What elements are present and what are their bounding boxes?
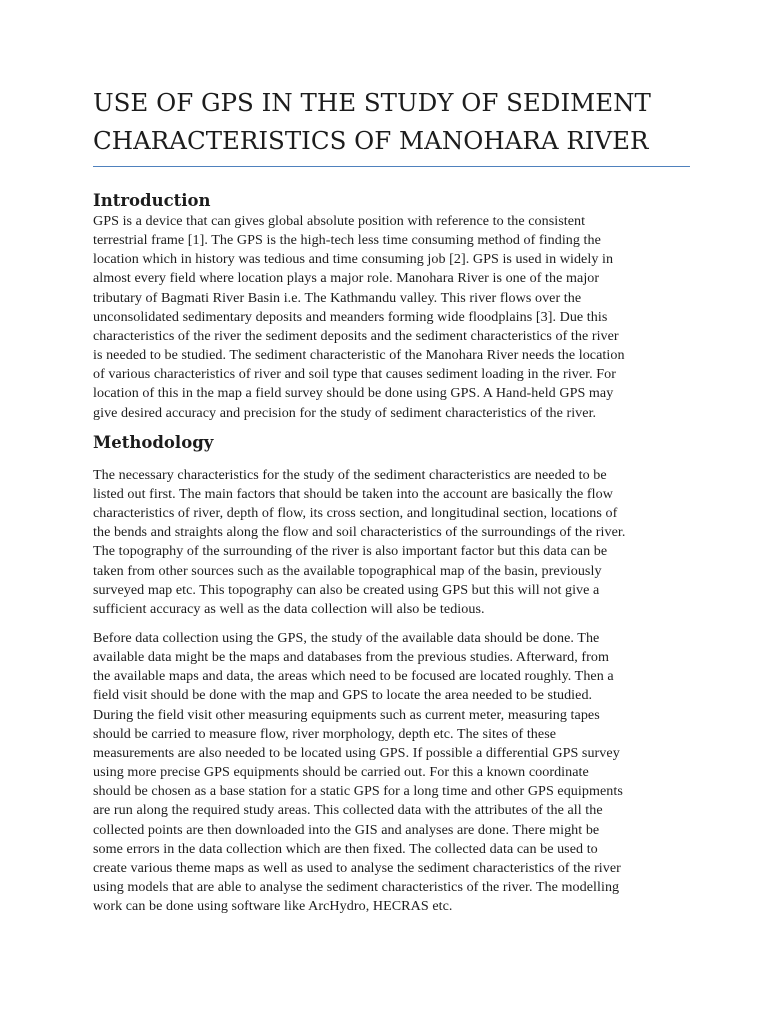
- text-line: is needed to be studied. The sediment characteristic of the Manohara River needs the location: [93, 347, 625, 364]
- text-run: Due this: [556, 308, 608, 325]
- text-line: The necessary characteristics for the study of the sediment characteristics are needed to be: [93, 466, 607, 483]
- text-line: location of this in the map a field survey should be done using GPS. A Hand-held GPS may: [93, 385, 614, 402]
- text-line: characteristics of the river the sediment deposits and the sediment characteristics of the river: [93, 327, 619, 344]
- text-line: measurements are also needed to be located using GPS. If possible a differential GPS survey: [93, 744, 620, 761]
- text-line: location which in history was tedious and time consuming job [2]. GPS is used in widely in: [93, 251, 614, 268]
- text-line: listed out first. The main factors that should be taken into the account are basically the flow: [93, 485, 613, 502]
- text-line: terrestrial frame [1]. The GPS is the high-tech less time consuming method of finding the: [93, 232, 601, 249]
- text-line: GPS is a device that can gives global absolute position with reference to the consistent: [93, 213, 586, 229]
- text-line: work can be done using software like ArcHydro, HECRAS etc.: [93, 898, 453, 915]
- text-line: should be chosen as a base station for a static GPS for a long time and other GPS equipments: [93, 783, 623, 800]
- text-line: During the field visit other measuring equipments such as current meter, measuring tapes: [93, 706, 600, 723]
- text-line: sufficient accuracy as well as the data collection will also be tedious.: [93, 600, 485, 617]
- small-text-run: unconsolidated sedimentary deposits and meanders forming wide floodplains [3].: [93, 308, 557, 325]
- text-line: using models that are able to analyse the sediment characteristics of the river. The modelling: [93, 879, 620, 895]
- section-heading-methodology: Methodology: [93, 432, 214, 452]
- introduction-paragraph: [93, 212, 672, 423]
- text-line: characteristics of river, depth of flow, its cross section, and longitudinal section, locations of: [93, 505, 618, 522]
- text-line: the bends and straights along the flow and soil characteristics of the surroundings of the river.: [93, 524, 626, 541]
- text-line: using more precise GPS equipments should be carried out. For this a known coordinate: [93, 764, 589, 781]
- text-line: are run along the required study areas. This collected data with the attributes of the all the: [93, 802, 603, 819]
- title-line-2: CHARACTERISTICS OF MANOHARA RIVER: [93, 126, 649, 155]
- document-title: [93, 84, 672, 160]
- text-line: should be carried to measure flow, river morphology, depth etc. The sites of these: [93, 725, 557, 742]
- text-line: give desired accuracy and precision for the study of sediment characteristics of the river.: [93, 404, 597, 421]
- methodology-paragraph-1: [93, 466, 672, 619]
- text-line: some errors in the data collection which are then fixed. The collected data can be used to: [93, 840, 598, 857]
- title-divider: [93, 166, 690, 167]
- text-line: taken from other sources such as the available topographical map of the basin, previously: [93, 562, 602, 579]
- text-line: the available maps and data, the areas which need to be focused are located roughly. Then a: [93, 668, 614, 685]
- methodology-paragraph-2: [93, 629, 672, 916]
- text-line: tributary of Bagmati River Basin i.e. The Kathmandu valley. This river flows over the: [93, 289, 582, 306]
- text-line: of various characteristics of river and soil type that causes sediment loading in the river. For: [93, 366, 616, 383]
- text-line: create various theme maps as well as used to analyse the sediment characteristics of the river: [93, 859, 621, 876]
- text-line: Before data collection using the GPS, the study of the available data should be done. The: [93, 629, 600, 646]
- text-line: collected points are then downloaded into the GIS and analyses are done. There might be: [93, 821, 600, 838]
- text-line-mixed: [93, 308, 672, 327]
- text-line: available data might be the maps and databases from the previous studies. Afterward, from: [93, 649, 609, 666]
- text-line: almost every field where location plays a major role. Manohara River is one of the major: [93, 270, 600, 287]
- section-heading-introduction: Introduction: [93, 191, 211, 210]
- text-line: The topography of the surrounding of the river is also important factor but this data can be: [93, 543, 608, 560]
- text-line: surveyed map etc. This topography can also be created using GPS but this will not give a: [93, 581, 600, 598]
- title-line-1: USE OF GPS IN THE STUDY OF SEDIMENT: [93, 88, 651, 117]
- text-line: field visit should be done with the map and GPS to locate the area needed to be studied.: [93, 687, 593, 704]
